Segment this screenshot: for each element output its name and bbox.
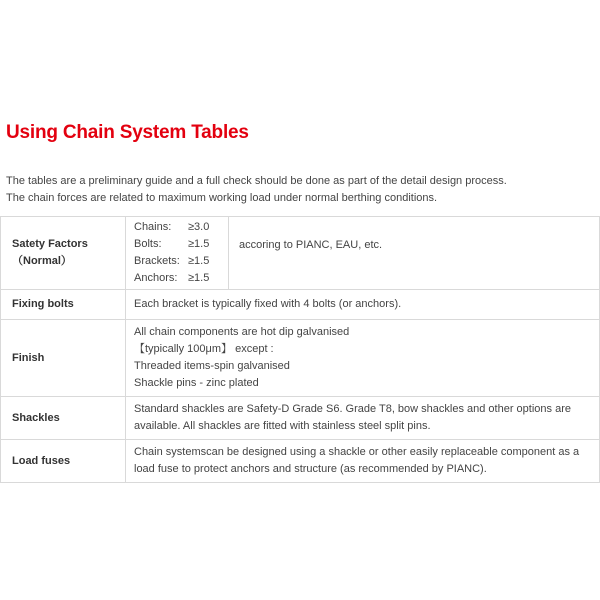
finish-line: Threaded items-spin galvanised bbox=[134, 360, 290, 372]
safety-factor-list bbox=[134, 217, 229, 289]
finish-line: All chain components are hot dip galvanised bbox=[134, 326, 350, 338]
finish-line: Shackle pins - zinc plated bbox=[134, 377, 259, 389]
table-row-fixing-bolts bbox=[1, 290, 600, 320]
safety-factor-item bbox=[134, 253, 228, 270]
intro-line: The tables are a preliminary guide and a full check should be done as part of the detail design process. bbox=[6, 175, 507, 187]
safety-factor-item bbox=[134, 219, 228, 236]
safety-factor-item bbox=[134, 270, 228, 287]
intro-line: The chain forces are related to maximum working load under normal berthing conditions. bbox=[6, 192, 438, 204]
safety-factor-value: ≥1.5 bbox=[188, 238, 210, 250]
shackles-line: available. All shackles are fitted with stainless steel split pins. bbox=[134, 420, 431, 432]
row-value-fixing-bolts: Each bracket is typically fixed with 4 bolts (or anchors). bbox=[126, 290, 600, 320]
row-value-shackles bbox=[126, 397, 600, 440]
row-label-shackles: Shackles bbox=[1, 397, 126, 440]
safety-factor-value: ≥1.5 bbox=[188, 272, 210, 284]
load-fuses-line: load fuse to protect anchors and structure (as recommended by PIANC). bbox=[134, 463, 487, 475]
row-value-safety-factors bbox=[126, 217, 600, 290]
label-line: （Normal） bbox=[12, 255, 72, 267]
safety-factor-grid bbox=[134, 217, 591, 289]
table-row-shackles bbox=[1, 397, 600, 440]
table-row-finish bbox=[1, 320, 600, 397]
chain-system-table bbox=[0, 216, 600, 483]
table-row-load-fuses bbox=[1, 440, 600, 483]
load-fuses-line: Chain systemscan be designed using a shackle or other easily replaceable component as a bbox=[134, 446, 580, 458]
row-label-fixing-bolts: Fixing bolts bbox=[1, 290, 126, 320]
safety-factor-value: ≥1.5 bbox=[188, 255, 210, 267]
safety-factor-note: accoring to PIANC, EAU, etc. bbox=[239, 239, 383, 251]
label-line: Satety Factors bbox=[12, 238, 88, 250]
table-row-safety-factors bbox=[1, 217, 600, 290]
safety-factor-value: ≥3.0 bbox=[188, 221, 210, 233]
safety-factor-name: Anchors: bbox=[134, 272, 178, 284]
page-title: Using Chain System Tables bbox=[6, 122, 249, 143]
intro-paragraph bbox=[6, 173, 507, 207]
row-label-safety-factors bbox=[1, 217, 126, 290]
safety-factor-name: Bolts: bbox=[134, 238, 162, 250]
row-value-load-fuses bbox=[126, 440, 600, 483]
safety-factor-name: Brackets: bbox=[134, 255, 180, 267]
finish-line: 【typically 100μm】 except : bbox=[134, 343, 274, 355]
safety-factor-item bbox=[134, 236, 228, 253]
row-label-load-fuses: Load fuses bbox=[1, 440, 126, 483]
safety-factor-name: Chains: bbox=[134, 221, 172, 233]
row-label-finish: Finish bbox=[1, 320, 126, 397]
row-value-finish bbox=[126, 320, 600, 397]
shackles-line: Standard shackles are Safety-D Grade S6. Grade T8, bow shackles and other options are bbox=[134, 403, 571, 415]
